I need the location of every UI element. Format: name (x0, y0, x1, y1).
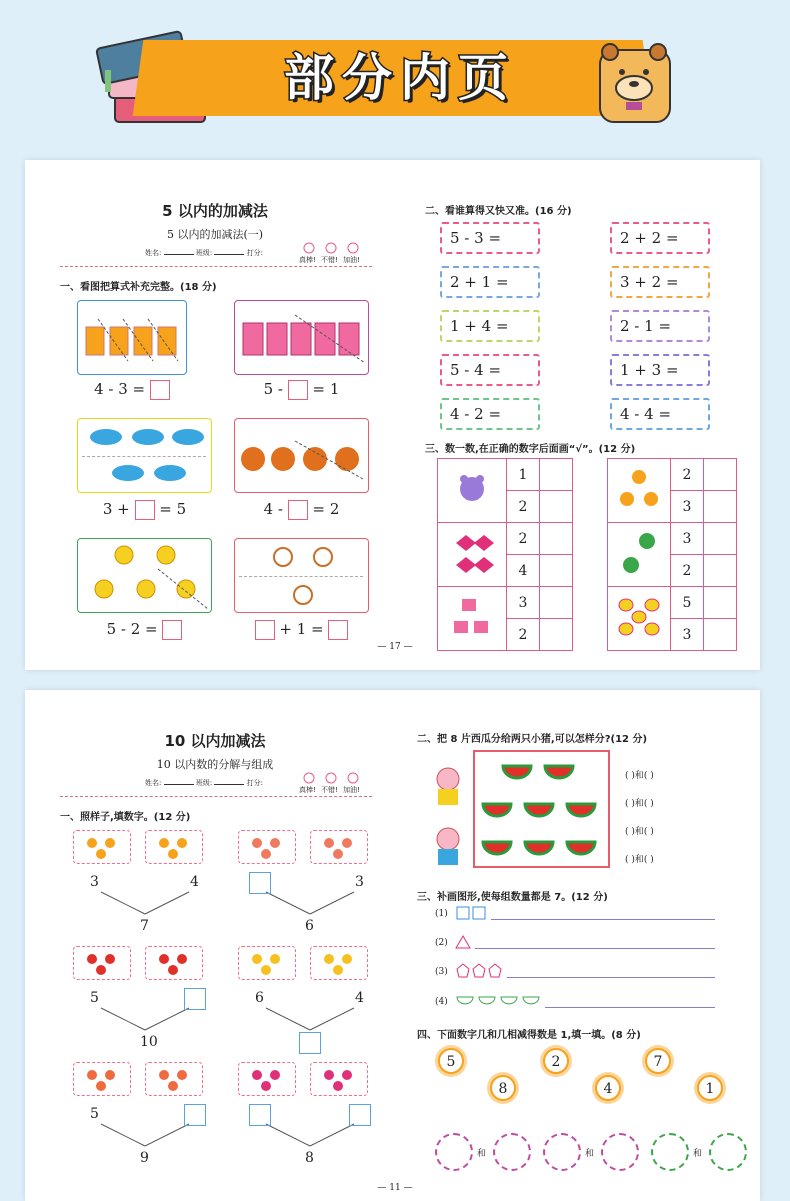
faces (299, 242, 379, 262)
answer-box[interactable] (328, 620, 348, 640)
answer-box[interactable] (162, 620, 182, 640)
picture-chicks (77, 538, 212, 613)
answer-flower[interactable] (493, 1133, 531, 1171)
vegetable-cell (608, 523, 671, 587)
banner-title: 部分内页 (284, 49, 516, 107)
alarm-clocks-icon (235, 539, 367, 611)
section-1-label: 一、看图把算式补充完整。(18 分) (60, 282, 217, 293)
drawing-line[interactable] (491, 919, 715, 920)
bear-cell (438, 459, 507, 523)
calc-item[interactable]: 1 + 4 = (440, 310, 540, 342)
check-cell[interactable] (704, 619, 737, 651)
check-cell[interactable] (704, 587, 737, 619)
square-shapes-icon (455, 905, 489, 921)
name-label: 姓名: (145, 249, 162, 257)
check-cell[interactable] (704, 555, 737, 587)
calc-item[interactable]: 4 - 2 = (440, 398, 540, 430)
watermelon-box (473, 750, 610, 868)
answer-box[interactable] (299, 1032, 321, 1054)
answer-flower[interactable] (543, 1133, 581, 1171)
answer-flower[interactable] (709, 1133, 747, 1171)
bond-total: 6 (305, 918, 314, 934)
chicks-icon (78, 539, 210, 611)
egg-cell (608, 587, 671, 651)
class-label: 班级: (195, 779, 213, 787)
number-bond (230, 1062, 390, 1178)
calc-item[interactable]: 5 - 3 = (440, 222, 540, 254)
check-cell[interactable] (540, 555, 573, 587)
squirrels-icon (235, 419, 367, 491)
number-sun: 1 (697, 1075, 723, 1101)
face-label: 加油! (343, 786, 360, 794)
bond-part: 3 (355, 874, 364, 890)
bond-part: 4 (355, 990, 364, 1006)
number-sun: 2 (543, 1048, 569, 1074)
page-17 (25, 160, 760, 670)
bond-part: 4 (190, 874, 199, 890)
calc-item[interactable]: 3 + 2 = (610, 266, 710, 298)
face-label: 真棒! (299, 786, 316, 794)
page-number: — 17 — (377, 642, 413, 652)
shape-rows: (1) (2) (3) (4) (435, 905, 715, 1025)
cup-cell (438, 587, 507, 651)
page-subtitle: 5 以内的加减法(一) (166, 228, 264, 241)
watermelon-slices-icon (475, 752, 608, 866)
number-bond (230, 830, 390, 946)
answer-box[interactable] (288, 380, 308, 400)
answer-box[interactable] (288, 500, 308, 520)
page-title: 5 以内的加减法 (162, 202, 268, 220)
green-vegetables-icon (617, 531, 661, 575)
section-3-label: 三、补画图形,使每组数量都是 7。(12 分) (417, 892, 608, 903)
calc-item[interactable]: 1 + 3 = (610, 354, 710, 386)
drawing-line[interactable] (545, 1007, 715, 1008)
picture-birds (77, 418, 212, 493)
pigs-icon (430, 765, 470, 875)
bond-total: 8 (305, 1150, 314, 1166)
pink-kites-icon (450, 531, 494, 575)
equation-4: 4 - = 2 (263, 500, 340, 518)
picture-milk-cartons (234, 300, 369, 375)
bond-part: 5 (90, 1106, 99, 1122)
oranges-icon (617, 467, 661, 511)
bond-total: 10 (140, 1034, 158, 1050)
answer-flower[interactable] (601, 1133, 639, 1171)
number-bond (65, 830, 225, 946)
answer-box[interactable] (255, 620, 275, 640)
picture-clocks (234, 538, 369, 613)
half-circle-shapes-icon (455, 993, 555, 1009)
answer-box[interactable] (249, 872, 271, 894)
answer-flower[interactable] (651, 1133, 689, 1171)
page-11: 10 以内加减法 10 以内数的分解与组成 姓名: 班级: 打分: 真棒! 不错! 加油! 一、照样子,填数字。(12 分) 3 4 7 3 6 5 10 6 4 5 9 8 二、把 8 片西瓜分给两只小猪,可以怎样分?(12 分) ( )和( ) ( )和( ) ( )和( ) ( )和( ) 三、补画图形,使每组数量都是 7。(12 分) (1) (2) (3) (4) 四、下面数字几和几相减得数是 1,填一填。(8 分) 5 2 7 8 4 1 和 和 和 — 11 — (25, 690, 760, 1201)
bond-part: 3 (90, 874, 99, 890)
check-cell[interactable] (540, 587, 573, 619)
drawing-line[interactable] (507, 977, 715, 978)
split-answers (625, 762, 654, 874)
answer-box[interactable] (184, 988, 206, 1010)
kite-cell (438, 523, 507, 587)
striped-eggs-icon (614, 595, 664, 639)
pentagon-shapes-icon (455, 962, 505, 980)
picture-squirrels (234, 418, 369, 493)
calc-item[interactable]: 4 - 4 = (610, 398, 710, 430)
triangle-shape-icon (455, 934, 475, 950)
number-bond (65, 1062, 225, 1178)
calc-item[interactable]: 2 + 2 = (610, 222, 710, 254)
name-label: 姓名: (145, 779, 162, 787)
equation-5: 5 - 2 = (77, 620, 212, 640)
number-sun: 5 (438, 1048, 464, 1074)
check-cell[interactable] (704, 459, 737, 491)
purple-bear-icon (452, 469, 492, 509)
bond-total: 9 (140, 1150, 149, 1166)
banner (0, 0, 790, 150)
bond-part: 5 (90, 990, 99, 1006)
check-cell[interactable] (540, 523, 573, 555)
page-title: 10 以内加减法 (164, 732, 266, 750)
number-bond (230, 946, 390, 1062)
number-sun: 8 (490, 1075, 516, 1101)
calc-item[interactable]: 5 - 4 = (440, 354, 540, 386)
answer-box[interactable] (349, 1104, 371, 1126)
number-bond (65, 946, 225, 1062)
answer-line[interactable]: ( )和( ) (625, 771, 654, 781)
page-number: — 11 — (377, 1183, 413, 1193)
calc-item[interactable]: 2 + 1 = (440, 266, 540, 298)
check-cell[interactable] (704, 523, 737, 555)
drawing-line[interactable] (475, 948, 715, 949)
face-label: 不错! (321, 256, 338, 264)
faces (299, 772, 379, 792)
answer-box[interactable] (150, 380, 170, 400)
face-label: 不错! (321, 786, 338, 794)
number-bond-area (65, 830, 385, 1175)
score-label: 打分: (246, 779, 264, 787)
section-4-label: 四、下面数字几和几相减得数是 1,填一填。(8 分) (417, 1030, 641, 1041)
bond-total: 7 (140, 918, 149, 934)
divider (60, 266, 372, 267)
bear-backpack-icon (592, 38, 682, 128)
milk-cartons-icon (235, 301, 367, 373)
check-cell[interactable] (540, 619, 573, 651)
section-2-label: 二、把 8 片西瓜分给两只小猪,可以怎样分?(12 分) (417, 734, 648, 745)
answer-box[interactable] (135, 500, 155, 520)
section-2-label: 二、看谁算得又快又准。(16 分) (425, 206, 572, 217)
check-cell[interactable] (540, 491, 573, 523)
equation-3: 3 + = 5 (102, 500, 187, 518)
score-label: 打分: (246, 249, 264, 257)
picture-juice-cups (77, 300, 187, 375)
calc-item[interactable]: 2 - 1 = (610, 310, 710, 342)
answer-flower[interactable] (435, 1133, 473, 1171)
blue-birds-icon (78, 419, 210, 491)
equation-2: 5 - = 1 (263, 380, 340, 398)
number-sun: 7 (645, 1048, 671, 1074)
face-label: 真棒! (299, 256, 316, 264)
section-1-label: 一、照样子,填数字。(12 分) (60, 812, 191, 823)
answer-box[interactable] (184, 1104, 206, 1126)
page-subtitle: 10 以内数的分解与组成 (156, 758, 274, 771)
answer-line[interactable]: ( )和( ) (625, 799, 654, 809)
answer-line[interactable]: ( )和( ) (625, 827, 654, 837)
bond-part: 6 (255, 990, 264, 1006)
number-sun: 4 (595, 1075, 621, 1101)
class-label: 班级: (195, 249, 213, 257)
juice-cups-icon (78, 301, 185, 373)
equation-6: + 1 = (234, 620, 369, 640)
answer-line[interactable]: ( )和( ) (625, 855, 654, 865)
equation-1: 4 - 3 = (77, 380, 187, 400)
section-3-label: 三、数一数,在正确的数字后面画“√”。(12 分) (425, 444, 636, 455)
face-label: 加油! (343, 256, 360, 264)
count-table-left: 1 2 2 4 3 2 (437, 458, 573, 651)
orange-cell (608, 459, 671, 523)
pink-cups-icon (450, 595, 494, 639)
divider (60, 796, 372, 797)
check-cell[interactable] (540, 459, 573, 491)
calc-grid (440, 222, 715, 432)
count-table-right: 2 3 3 2 5 3 (607, 458, 737, 651)
check-cell[interactable] (704, 491, 737, 523)
answer-box[interactable] (249, 1104, 271, 1126)
